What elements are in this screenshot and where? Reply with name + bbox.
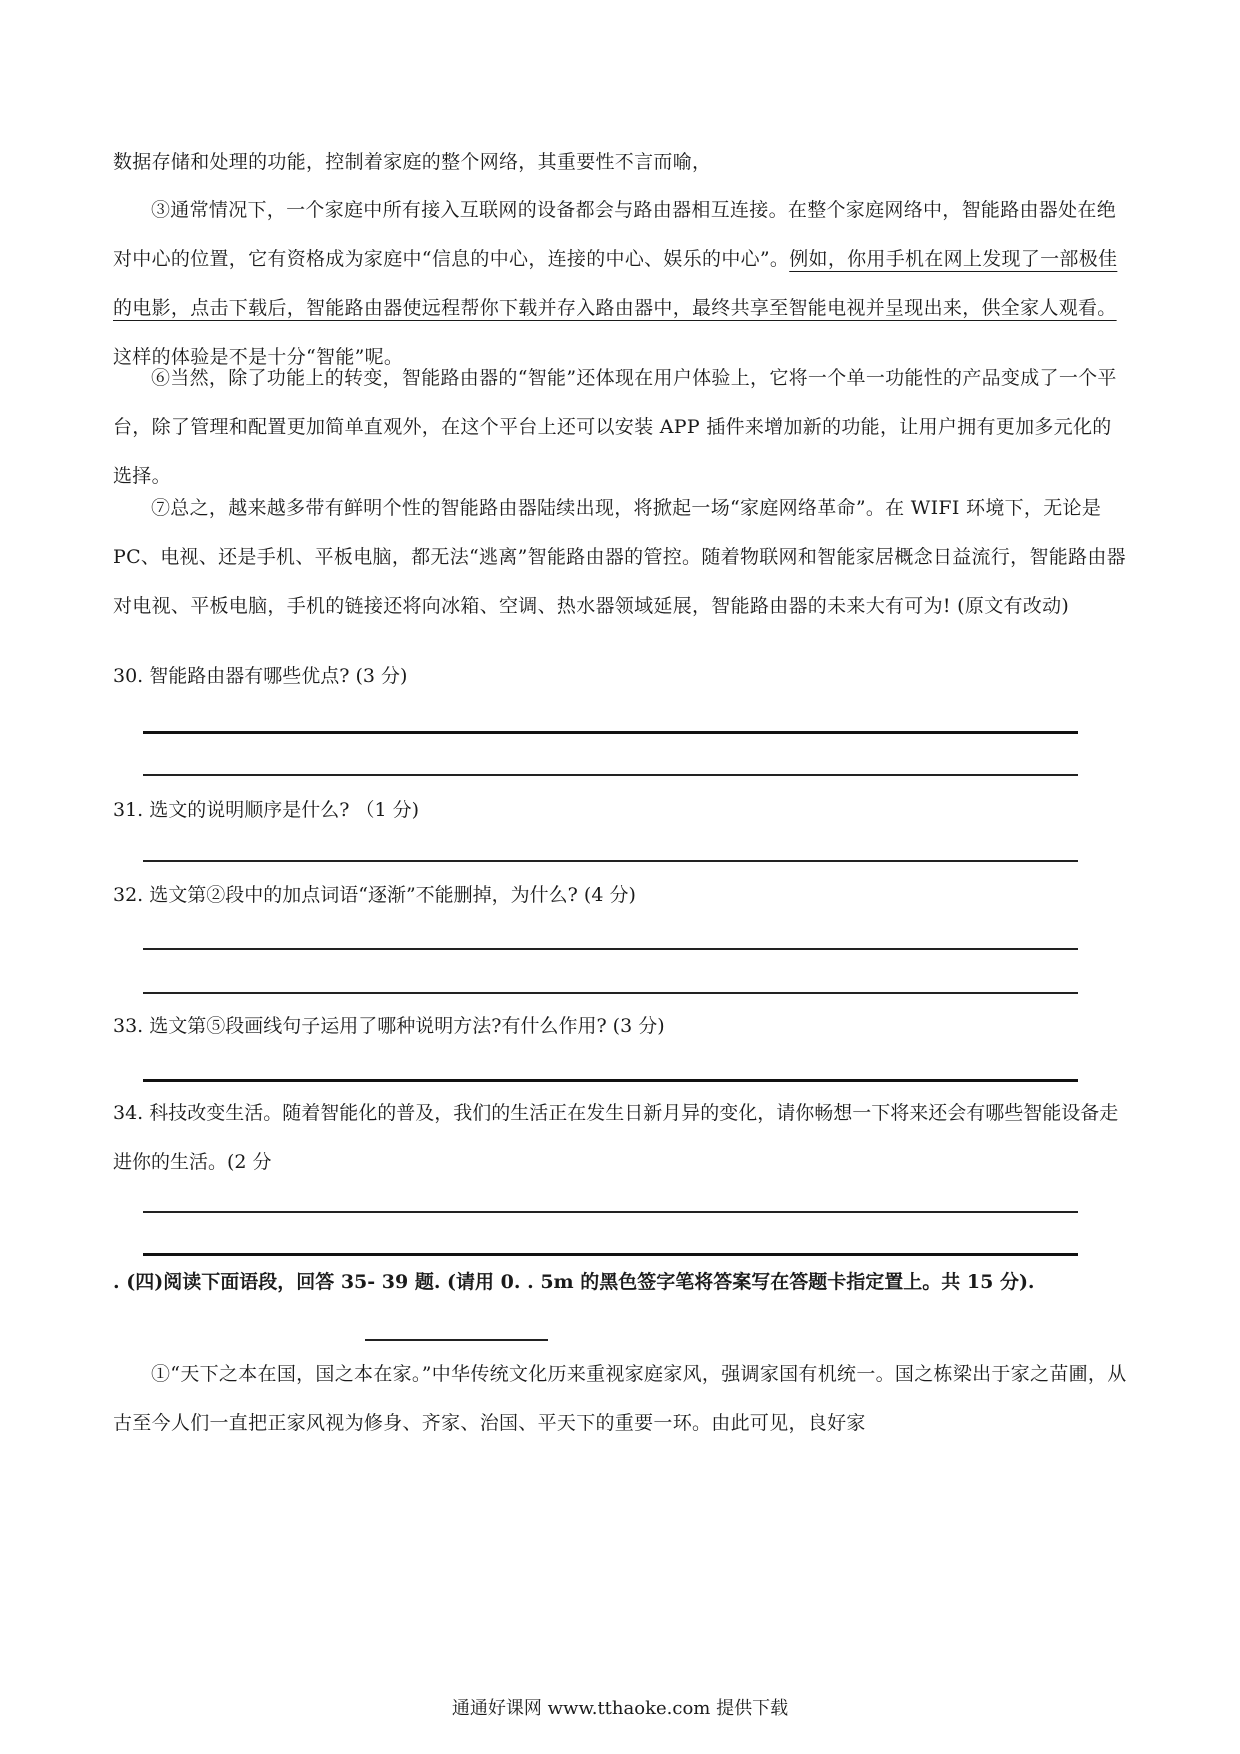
question-32: 32. 选文第②段中的加点词语“逐渐”不能删掉，为什么? (4 分) [113, 884, 636, 906]
answer-line[interactable] [143, 774, 1078, 776]
answer-line[interactable] [143, 731, 1078, 734]
paragraph-5-text-a: ③通常情况下，一个家庭中所有接入互联网的设备都会与路由器相互连接。在整个家庭网络中，智能路由器处在绝对中心的位置，它有资格成为家庭中“信息的中心，连接的中心、娱乐的中心”。 [113, 199, 1117, 270]
answer-line[interactable] [143, 1253, 1078, 1256]
question-30: 30. 智能路由器有哪些优点? (3 分) [113, 665, 408, 687]
title-blank-line[interactable] [365, 1339, 548, 1341]
answer-line[interactable] [143, 948, 1078, 950]
passage-paragraph-top: 数据存储和处理的功能，控制着家庭的整个网络，其重要性不言而喻， [113, 151, 712, 173]
answer-line[interactable] [143, 992, 1078, 994]
passage-paragraph-7: ⑦总之，越来越多带有鲜明个性的智能路由器陆续出现，将掀起一场“家庭网络革命”。在 WIFI 环境下，无论是 PC、电视、还是手机、平板电脑，都无法“逃离”智能路由器的管控。随着物联网和智能家居概念日益流行，智能路由器对电视、平板电脑，手机的链接还将向冰箱、空调、热水器领域延展，智能路由器的未来大有可为! (原文有改动) [113, 497, 1126, 617]
passage-paragraph-6: ⑥当然，除了功能上的转变，智能路由器的“智能”还体现在用户体验上，它将一个单一功能性的产品变成了一个平台，除了管理和配置更加简单直观外，在这个平台上还可以安装 APP 插件来增加新的功能，让用户拥有更加多元化的选择。 [113, 367, 1117, 487]
paragraph-5-text-b: 这样的体验是不是十分“智能”呢。 [113, 346, 404, 368]
question-34: 34. 科技改变生活。随着智能化的普及，我们的生活正在发生日新月异的变化，请你畅想一下将来还会有哪些智能设备走进你的生活。(2 分 [113, 1102, 1119, 1173]
underlined-sentence: 例如，你用手机在网上发现了一部极佳的电影，点击下载后，智能路由器使远程帮你下载并存入路由器中，最终共享至智能电视并呈现出来，供全家人观看。 [113, 248, 1118, 319]
answer-line[interactable] [143, 1211, 1078, 1213]
passage-paragraph-5 [113, 186, 1128, 382]
question-31: 31. 选文的说明顺序是什么? （1 分) [113, 799, 420, 821]
section-4-paragraph-1: ①“天下之本在国，国之本在家。”中华传统文化历来重视家庭家风，强调家国有机统一。国之栋梁出于家之苗圃，从古至今人们一直把正家风视为修身、齐家、治国、平天下的重要一环。由此可见，良好家 [113, 1363, 1127, 1434]
section-4-heading: . (四)阅读下面语段，回答 35- 39 题. (请用 0. . 5m 的黑色签字笔将答案写在答题卡指定置上。共 15 分). [113, 1271, 1035, 1293]
answer-line[interactable] [143, 1079, 1078, 1082]
answer-line[interactable] [143, 860, 1078, 862]
footer-source: 通通好课网 www.tthaoke.com 提供下载 [451, 1698, 789, 1719]
question-33: 33. 选文第⑤段画线句子运用了哪种说明方法?有什么作用? (3 分) [113, 1015, 665, 1037]
